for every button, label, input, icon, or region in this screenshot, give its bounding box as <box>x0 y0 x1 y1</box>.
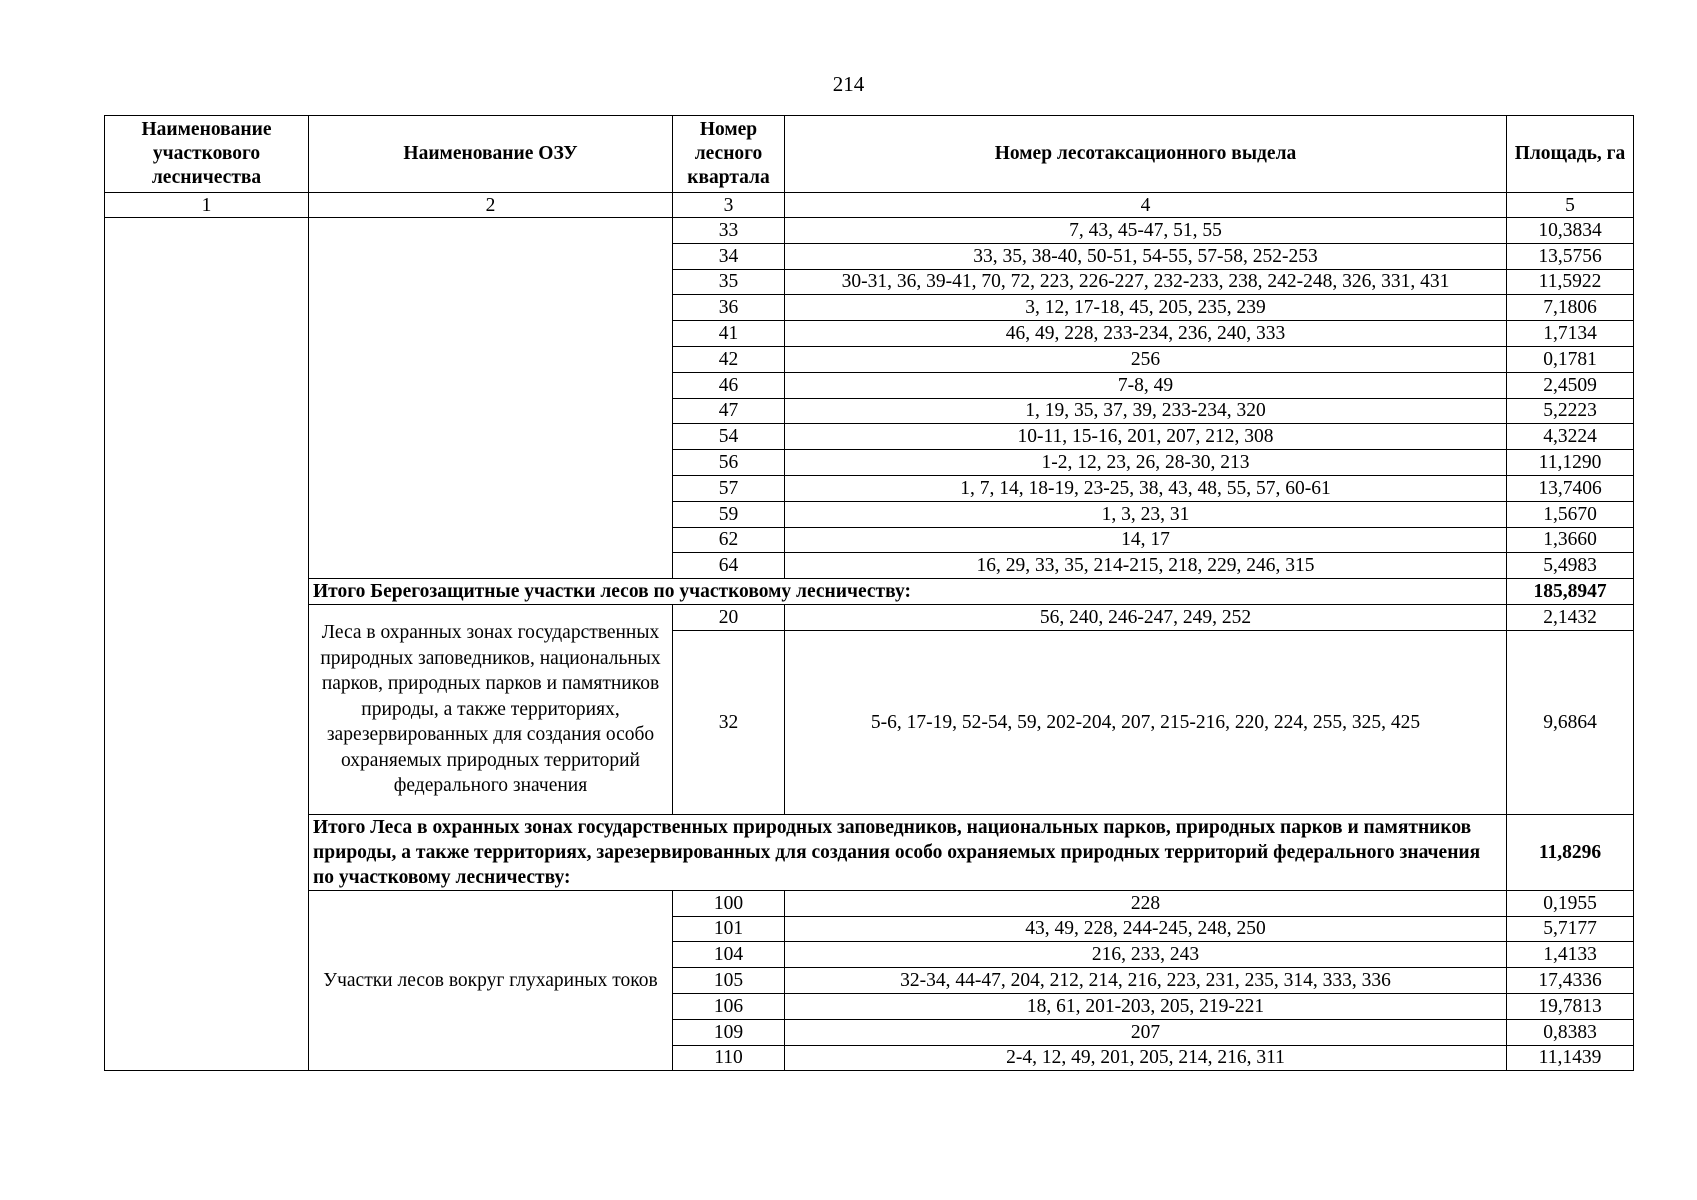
area-cell: 11,1290 <box>1507 450 1634 476</box>
plots-cell: 56, 240, 246-247, 249, 252 <box>785 604 1507 630</box>
area-cell: 11,1439 <box>1507 1045 1634 1071</box>
plots-cell: 33, 35, 38-40, 50-51, 54-55, 57-58, 252-253 <box>785 243 1507 269</box>
plots-cell: 10-11, 15-16, 201, 207, 212, 308 <box>785 424 1507 450</box>
quarter-cell: 47 <box>673 398 785 424</box>
quarter-cell: 110 <box>673 1045 785 1071</box>
column-number: 4 <box>785 193 1507 218</box>
area-cell: 7,1806 <box>1507 295 1634 321</box>
header-forestry-name: Наименование участкового лесничества <box>105 116 309 193</box>
plots-cell: 7-8, 49 <box>785 372 1507 398</box>
quarter-cell: 59 <box>673 501 785 527</box>
area-cell: 1,7134 <box>1507 321 1634 347</box>
quarter-cell: 104 <box>673 942 785 968</box>
area-cell: 10,3834 <box>1507 218 1634 244</box>
plots-cell: 32-34, 44-47, 204, 212, 214, 216, 223, 231, 235, 314, 333, 336 <box>785 968 1507 994</box>
column-number: 1 <box>105 193 309 218</box>
total-value: 185,8947 <box>1507 579 1634 605</box>
plots-cell: 7, 43, 45-47, 51, 55 <box>785 218 1507 244</box>
quarter-cell: 36 <box>673 295 785 321</box>
area-cell: 5,2223 <box>1507 398 1634 424</box>
header-plot-numbers: Номер лесотаксационного выдела <box>785 116 1507 193</box>
quarter-cell: 35 <box>673 269 785 295</box>
plots-cell: 46, 49, 228, 233-234, 236, 240, 333 <box>785 321 1507 347</box>
table-row <box>105 890 1634 916</box>
area-cell: 0,8383 <box>1507 1019 1634 1045</box>
quarter-cell: 64 <box>673 553 785 579</box>
plots-cell: 1, 7, 14, 18-19, 23-25, 38, 43, 48, 55, 57, 60-61 <box>785 475 1507 501</box>
plots-cell: 1-2, 12, 23, 26, 28-30, 213 <box>785 450 1507 476</box>
area-cell: 1,5670 <box>1507 501 1634 527</box>
quarter-cell: 42 <box>673 346 785 372</box>
quarter-cell: 57 <box>673 475 785 501</box>
plots-cell: 16, 29, 33, 35, 214-215, 218, 229, 246, 315 <box>785 553 1507 579</box>
area-cell: 9,6864 <box>1507 630 1634 814</box>
total-row <box>105 814 1634 890</box>
table-row <box>105 604 1634 630</box>
area-cell: 11,5922 <box>1507 269 1634 295</box>
area-cell: 17,4336 <box>1507 968 1634 994</box>
quarter-cell: 32 <box>673 630 785 814</box>
plots-cell: 216, 233, 243 <box>785 942 1507 968</box>
area-cell: 0,1781 <box>1507 346 1634 372</box>
total-label: Итого Леса в охранных зонах государственных природных заповедников, национальных парков, природных парков и памятников природы, а также территориях, зарезервированных для создания особо охраняемых природных территорий федерального значения по участковому лесничеству: <box>309 814 1507 890</box>
header-ozu-name: Наименование ОЗУ <box>309 116 673 193</box>
page-number: 214 <box>832 72 865 96</box>
quarter-cell: 100 <box>673 890 785 916</box>
forest-plots-table <box>104 115 1634 1071</box>
quarter-cell: 101 <box>673 916 785 942</box>
plots-cell: 228 <box>785 890 1507 916</box>
quarter-cell: 62 <box>673 527 785 553</box>
plots-cell: 30-31, 36, 39-41, 70, 72, 223, 226-227, 232-233, 238, 242-248, 326, 331, 431 <box>785 269 1507 295</box>
plots-cell: 2-4, 12, 49, 201, 205, 214, 216, 311 <box>785 1045 1507 1071</box>
area-cell: 5,4983 <box>1507 553 1634 579</box>
quarter-cell: 56 <box>673 450 785 476</box>
header-quarter-number: Номер лесного квартала <box>673 116 785 193</box>
quarter-cell: 54 <box>673 424 785 450</box>
total-label: Итого Берегозащитные участки лесов по участковому лесничеству: <box>309 579 1507 605</box>
header-area: Площадь, га <box>1507 116 1634 193</box>
area-cell: 0,1955 <box>1507 890 1634 916</box>
quarter-cell: 20 <box>673 604 785 630</box>
column-number: 5 <box>1507 193 1634 218</box>
header-row <box>105 116 1634 193</box>
area-cell: 5,7177 <box>1507 916 1634 942</box>
area-cell: 19,7813 <box>1507 993 1634 1019</box>
area-cell: 1,4133 <box>1507 942 1634 968</box>
ozu-name-cell: Участки лесов вокруг глухариных токов <box>309 890 673 1071</box>
plots-cell: 1, 3, 23, 31 <box>785 501 1507 527</box>
area-cell: 13,7406 <box>1507 475 1634 501</box>
area-cell: 4,3224 <box>1507 424 1634 450</box>
plots-cell: 14, 17 <box>785 527 1507 553</box>
area-cell: 2,1432 <box>1507 604 1634 630</box>
quarter-cell: 46 <box>673 372 785 398</box>
quarter-cell: 109 <box>673 1019 785 1045</box>
column-numbers-row <box>105 193 1634 218</box>
area-cell: 2,4509 <box>1507 372 1634 398</box>
column-number: 2 <box>309 193 673 218</box>
area-cell: 13,5756 <box>1507 243 1634 269</box>
plots-cell: 3, 12, 17-18, 45, 205, 235, 239 <box>785 295 1507 321</box>
ozu-name-cell <box>309 218 673 579</box>
plots-cell: 256 <box>785 346 1507 372</box>
plots-cell: 5-6, 17-19, 52-54, 59, 202-204, 207, 215-216, 220, 224, 255, 325, 425 <box>785 630 1507 814</box>
plots-cell: 43, 49, 228, 244-245, 248, 250 <box>785 916 1507 942</box>
quarter-cell: 33 <box>673 218 785 244</box>
ozu-name-cell: Леса в охранных зонах государственных природных заповедников, национальных парков, природных парков и памятников природы, а также территориях, зарезервированных для создания особо охраняемых природных территорий федерального значения <box>309 604 673 814</box>
area-cell: 1,3660 <box>1507 527 1634 553</box>
plots-cell: 1, 19, 35, 37, 39, 233-234, 320 <box>785 398 1507 424</box>
quarter-cell: 106 <box>673 993 785 1019</box>
plots-cell: 18, 61, 201-203, 205, 219-221 <box>785 993 1507 1019</box>
table-row <box>105 218 1634 244</box>
total-row <box>105 579 1634 605</box>
total-value: 11,8296 <box>1507 814 1634 890</box>
column-number: 3 <box>673 193 785 218</box>
forestry-name-cell <box>105 218 309 1071</box>
quarter-cell: 105 <box>673 968 785 994</box>
quarter-cell: 41 <box>673 321 785 347</box>
quarter-cell: 34 <box>673 243 785 269</box>
plots-cell: 207 <box>785 1019 1507 1045</box>
